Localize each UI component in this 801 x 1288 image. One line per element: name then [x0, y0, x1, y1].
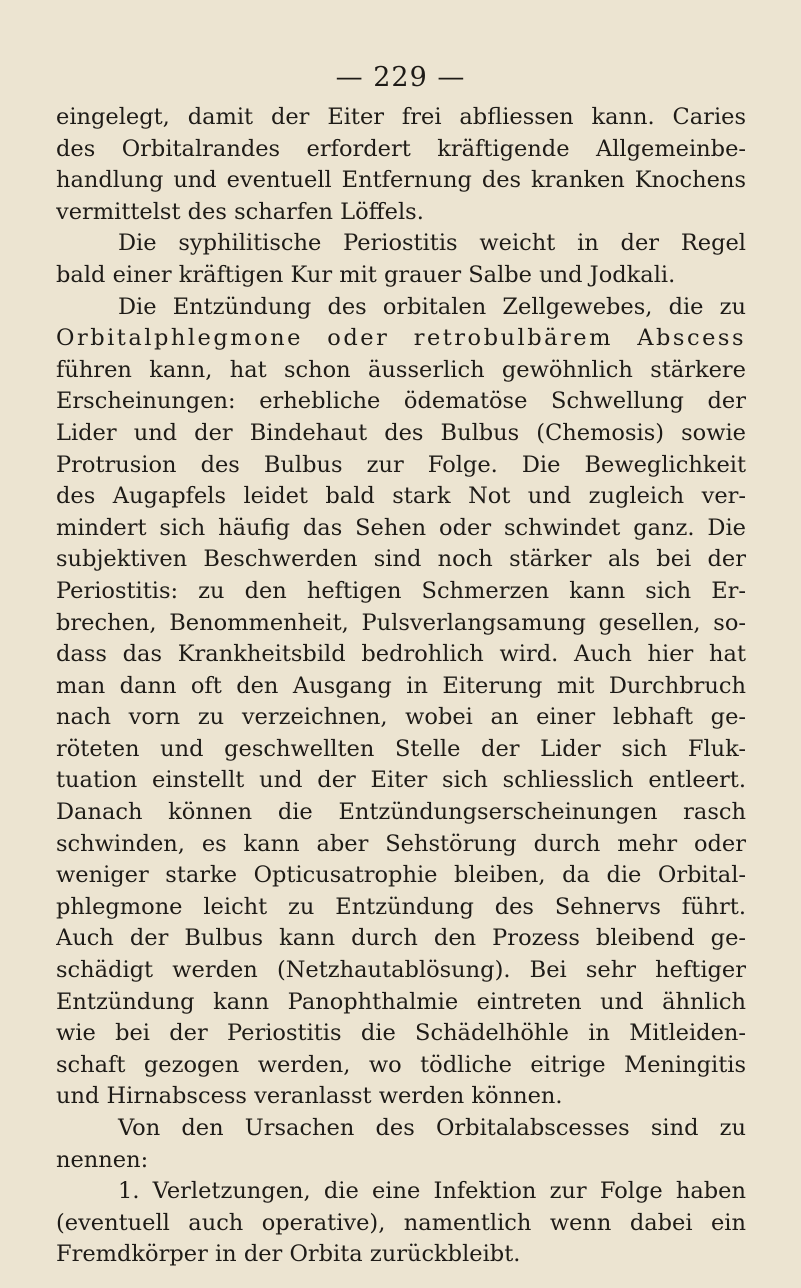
text-line: Protrusion des Bulbus zur Folge. Die Beweglichkeit — [56, 451, 746, 478]
text-line: Die syphilitische Periostitis weicht in der Regel — [118, 230, 746, 257]
text-line: des Orbitalrandes erfordert kräftigende Allgemeinbe- — [56, 135, 746, 162]
text-line: nennen: — [56, 1146, 149, 1173]
text-line: Periostitis: zu den heftigen Schmerzen kann sich Er- — [56, 577, 746, 604]
text-line: Fremdkörper in der Orbita zurückbleibt. — [56, 1241, 521, 1268]
text-line: handlung und eventuell Entfernung des kranken Knochens — [56, 167, 746, 194]
text-line: führen kann, hat schon äusserlich gewöhnlich stärkere — [56, 356, 746, 383]
text-line: wie bei der Periostitis die Schädelhöhle in Mitleiden- — [56, 1020, 746, 1047]
text-line: subjektiven Beschwerden sind noch stärker als bei der — [56, 546, 746, 573]
text-line: tuation einstellt und der Eiter sich schliesslich entleert. — [56, 767, 746, 794]
text-line: Erscheinungen: erhebliche ödematöse Schwellung der — [56, 388, 746, 415]
text-line: 1. Verletzungen, die eine Infektion zur Folge haben — [118, 1178, 746, 1205]
text-line: Danach können die Entzündungserscheinungen rasch — [56, 799, 746, 826]
text-line: schädigt werden (Netzhautablösung). Bei sehr heftiger — [56, 957, 746, 984]
text-line: eingelegt, damit der Eiter frei abfliessen kann. Caries — [56, 104, 746, 130]
text-line: Auch der Bulbus kann durch den Prozess bleibend ge- — [56, 925, 746, 952]
text-line: dass das Krankheitsbild bedrohlich wird. Auch hier hat — [56, 641, 746, 668]
page-number-header: — 229 — — [335, 62, 466, 93]
text-line: vermittelst des scharfen Löffels. — [56, 198, 424, 225]
text-line: röteten und geschwellten Stelle der Lider sich Fluk- — [56, 735, 746, 762]
text-line: brechen, Benommenheit, Pulsverlangsamung gesellen, so- — [56, 609, 746, 636]
text-line: schaft gezogen werden, wo tödliche eitrige Meningitis — [56, 1051, 746, 1078]
text-line: des Augapfels leidet bald stark Not und zugleich ver- — [56, 483, 746, 510]
text-line: man dann oft den Ausgang in Eiterung mit Durchbruch — [56, 672, 746, 699]
text-line: Entzündung kann Panophthalmie eintreten und ähnlich — [56, 988, 746, 1015]
text-line: mindert sich häufig das Sehen oder schwindet ganz. Die — [56, 514, 746, 541]
body-text — [56, 102, 746, 1271]
text-line: Die Entzündung des orbitalen Zellgewebes, die zu — [118, 293, 746, 320]
text-line: schwinden, es kann aber Sehstörung durch mehr oder — [56, 830, 746, 857]
text-line: (eventuell auch operative), namentlich wenn dabei ein — [56, 1209, 746, 1236]
text-line: Von den Ursachen des Orbitalabscesses sind zu — [118, 1115, 746, 1141]
text-line: und Hirnabscess veranlasst werden können. — [56, 1083, 563, 1110]
text-line: nach vorn zu verzeichnen, wobei an einer lebhaft ge- — [56, 704, 746, 731]
text-line: phlegmone leicht zu Entzündung des Sehnervs führt. — [56, 893, 746, 920]
text-line: Lider und der Bindehaut des Bulbus (Chemosis) sowie — [56, 419, 746, 446]
text-line: Orbitalphlegmone oder retrobulbärem Abscess — [56, 325, 746, 352]
text-line: weniger starke Opticusatrophie bleiben, da die Orbital- — [56, 862, 746, 889]
text-line: bald einer kräftigen Kur mit grauer Salbe und Jodkali. — [56, 261, 676, 288]
